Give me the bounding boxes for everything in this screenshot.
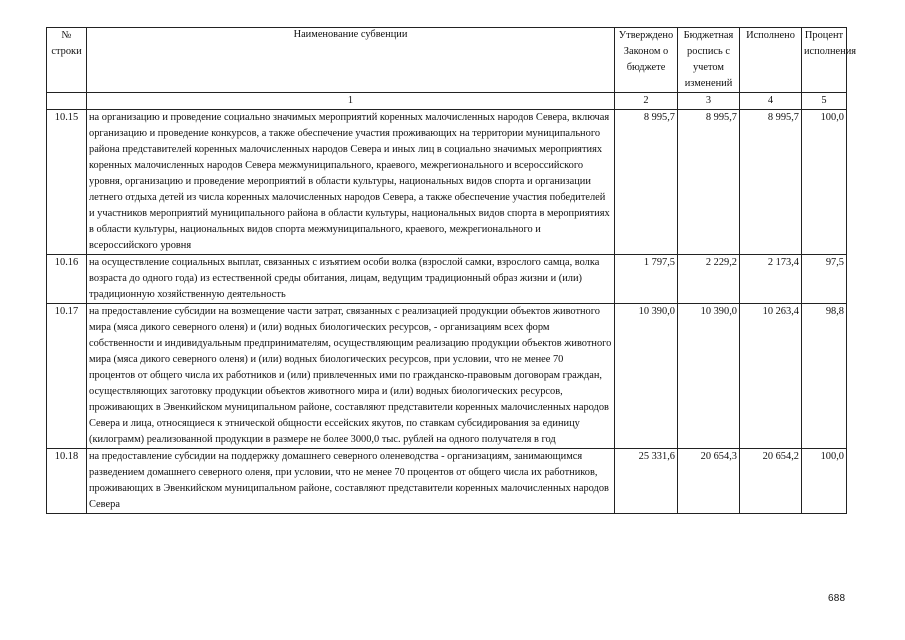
row-budget: 2 229,2: [678, 255, 740, 304]
row-budget: 8 995,7: [678, 110, 740, 255]
header-name: Наименование субвенции: [87, 28, 615, 93]
row-number: 10.18: [47, 449, 87, 514]
page-number: 688: [828, 593, 846, 604]
colnum-5: 5: [802, 93, 847, 110]
row-approved: 10 390,0: [615, 304, 678, 449]
row-number: 10.16: [47, 255, 87, 304]
table-row: [47, 110, 847, 255]
row-text: на предоставление субсидии на возмещение части затрат, связанных с реализацией продукции объектов животного мира (мяса дикого северного оленя) и (или) водных биологических ресурсов, - организациям всех форм собственности и индивидуальным предпринимателям, осуществляющим реализацию продукции объектов животного мира (мяса дикого северного оленя) и (или) водных биологических ресурсов, при условии, что не менее 70 процентов от общего числа их работников и (или) привлеченных ими по гражданско-правовым договорам граждан, осуществляющих заготовку продукции объектов животного мира и (или) водных биологических ресурсов, проживающих в Эвенкийском муниципальном районе, составляют представители коренных малочисленных народов Севера и лица, относящиеся к этнической общности ессейских якутов, по ставкам субсидирования за единицу (килограмм) реализованной продукции в размере не более 3000,0 тыс. рублей на одного получателя в год: [87, 304, 615, 449]
row-executed: 2 173,4: [740, 255, 802, 304]
row-approved: 1 797,5: [615, 255, 678, 304]
row-percent: 97,5: [802, 255, 847, 304]
colnum-0: [47, 93, 87, 110]
row-text: на предоставление субсидии на поддержку домашнего северного оленеводства - организациям, занимающимся разведением домашнего северного оленя, при условии, что не менее 70 процентов от общего числа их работников, проживающих в Эвенкийском муниципальном районе, составляют представители коренных малочисленных народов Севера: [87, 449, 615, 514]
table-row: [47, 255, 847, 304]
colnum-4: 4: [740, 93, 802, 110]
subventions-table: [46, 27, 857, 514]
header-row-no: № строки: [47, 28, 87, 93]
colnum-2: 2: [615, 93, 678, 110]
colnum-1: 1: [87, 93, 615, 110]
header-budget: Бюджетная роспись с учетом изменений: [678, 28, 740, 93]
row-number: 10.15: [47, 110, 87, 255]
row-number: 10.17: [47, 304, 87, 449]
row-executed: 8 995,7: [740, 110, 802, 255]
row-approved: 8 995,7: [615, 110, 678, 255]
header-approved: Утверждено Законом о бюджете: [615, 28, 678, 93]
row-executed: 20 654,2: [740, 449, 802, 514]
row-text: на осуществление социальных выплат, связанных с изъятием особи волка (взрослой самки, взрослого самца, волка возраста до одного года) из естественной среды обитания, лицам, ведущим традиционный образ жизни и (или) традиционную хозяйственную деятельность: [87, 255, 615, 304]
row-budget: 20 654,3: [678, 449, 740, 514]
header-percent: Процент исполнения: [802, 28, 847, 93]
header-executed: Исполнено: [740, 28, 802, 93]
row-percent: 100,0: [802, 110, 847, 255]
row-percent: 98,8: [802, 304, 847, 449]
row-executed: 10 263,4: [740, 304, 802, 449]
colnum-3: 3: [678, 93, 740, 110]
row-budget: 10 390,0: [678, 304, 740, 449]
row-text: на организацию и проведение социально значимых мероприятий коренных малочисленных народов Севера, включая организацию и проведение конкурсов, а также обеспечение участия проживающих на территории муниципального района представителей коренных малочисленных народов Севера и иных лиц в социально значимых мероприятиях коренных малочисленных народов Севера межмуниципального, краевого, межрегионального и всероссийского уровня, организацию и проведение мероприятий в области культуры, национальных видов спорта и организации летнего отдыха детей из числа коренных малочисленных народов Севера, а также обеспечение участия победителей и участников мероприятий муниципального района в области культуры, национальных видов спорта в мероприятиях в области культуры, национальных видов спорта межмуниципального, краевого, межрегионального и всероссийского уровня: [87, 110, 615, 255]
table-row: [47, 449, 847, 514]
row-approved: 25 331,6: [615, 449, 678, 514]
column-number-row: [47, 93, 847, 110]
table-header-row: [47, 28, 847, 93]
row-percent: 100,0: [802, 449, 847, 514]
table-row: [47, 304, 847, 449]
